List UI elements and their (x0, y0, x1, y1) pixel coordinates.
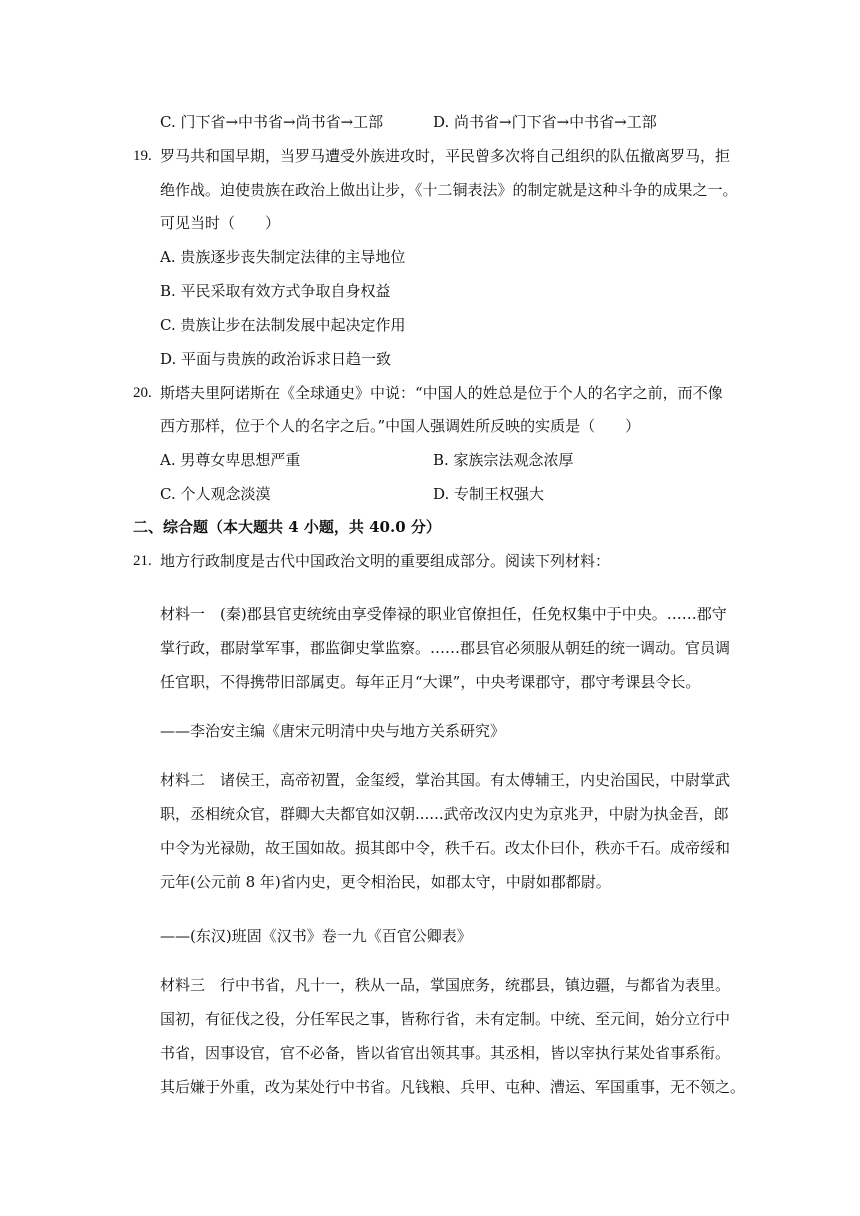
q21-material1-source: ——李治安主编《唐宋元明清中央与地方关系研究》 (160, 722, 506, 740)
q21-stem: 地方行政制度是古代中国政治文明的重要组成部分。阅读下列材料： (160, 552, 611, 570)
q20-option-a[interactable]: A. 男尊女卑思想严重 (160, 451, 301, 469)
q21-material1-line2: 掌行政，郡尉掌军事，郡监御史掌监察。……郡县官必须服从朝廷的统一调动。官员调 (160, 639, 731, 657)
q20-number: 20. (133, 385, 152, 401)
q21-number: 21. (133, 553, 152, 569)
q19-option-a[interactable]: A. 贵族逐步丧失制定法律的主导地位 (160, 248, 406, 266)
q21-material2-source: ——(东汉)班固《汉书》卷一九《百官公卿表》 (160, 927, 472, 945)
q18-option-c[interactable]: C. 门下省→中书省→尚书省→工部 (160, 113, 384, 131)
q19-number: 19. (133, 148, 152, 164)
q20-option-d[interactable]: D. 专制王权强大 (433, 485, 545, 503)
q19-stem-line3: 可见当时（ ） (160, 214, 281, 232)
q19-option-c[interactable]: C. 贵族让步在法制发展中起决定作用 (160, 316, 406, 334)
q19-option-b[interactable]: B. 平民采取有效方式争取自身权益 (160, 282, 391, 300)
q21-material3-line1: 材料三 行中书省，凡十一，秩从一品，掌国庶务，统郡县，镇边疆，与都省为表里。 (160, 976, 731, 994)
section2-heading: 二、综合题（本大题共 4 小题，共 40.0 分） (133, 518, 441, 536)
q21-material3-line3: 书省，因事设官，官不必备，皆以省官出领其事。其丞相，皆以宰执行某处省事系衔。 (160, 1044, 731, 1062)
q19-stem-line1: 罗马共和国早期，当罗马遭受外族进攻时，平民曾多次将自己组织的队伍撤离罗马，拒 (160, 147, 731, 165)
q20-option-c[interactable]: C. 个人观念淡漠 (160, 485, 271, 503)
q20-option-b[interactable]: B. 家族宗法观念浓厚 (433, 451, 574, 469)
q19-stem-line2: 绝作战。迫使贵族在政治上做出让步，《十二铜表法》的制定就是这种斗争的成果之一。 (160, 181, 738, 199)
q21-material2-line3: 中令为光禄勋，故王国如故。损其郎中令，秩千石。改太仆曰仆，秩亦千石。成帝绥和 (160, 839, 731, 857)
q21-material2-line2: 职，丞相统众官，群卿大夫都官如汉朝......武帝改汉内史为京兆尹，中尉为执金吾，郎 (160, 805, 729, 823)
q21-material2-line4: 元年(公元前 8 年)省内史，更令相治民，如郡太守，中尉如郡都尉。 (160, 873, 611, 891)
q19-option-d[interactable]: D. 平面与贵族的政治诉求日趋一致 (160, 350, 392, 368)
q21-material2-line1: 材料二 诸侯王，高帝初置，金玺绶，掌治其国。有太傅辅王，内史治国民，中尉掌武 (160, 771, 731, 789)
q21-material1-line1: 材料一 (秦)郡县官吏统统由享受俸禄的职业官僚担任，任免权集中于中央。……郡守 (160, 605, 727, 623)
q18-option-d[interactable]: D. 尚书省→门下省→中书省→工部 (433, 113, 657, 131)
q21-material3-line4: 其后嫌于外重，改为某处行中书省。凡钱粮、兵甲、屯种、漕运、军国重事，无不领之。 (160, 1078, 746, 1096)
q20-stem-line1: 斯塔夫里阿诺斯在《全球通史》中说：“中国人的姓总是位于个人的名字之前，而不像 (160, 384, 723, 402)
q20-stem-line2: 西方那样，位于个人的名字之后。”中国人强调姓所反映的实质是（ ） (160, 417, 641, 435)
q21-material1-line3: 任官职，不得携带旧部属吏。每年正月“大课”，中央考课郡守，郡守考课县令长。 (160, 673, 701, 691)
q21-material3-line2: 国初，有征伐之役，分任军民之事，皆称行省，未有定制。中统、至元间，始分立行中 (160, 1010, 731, 1028)
